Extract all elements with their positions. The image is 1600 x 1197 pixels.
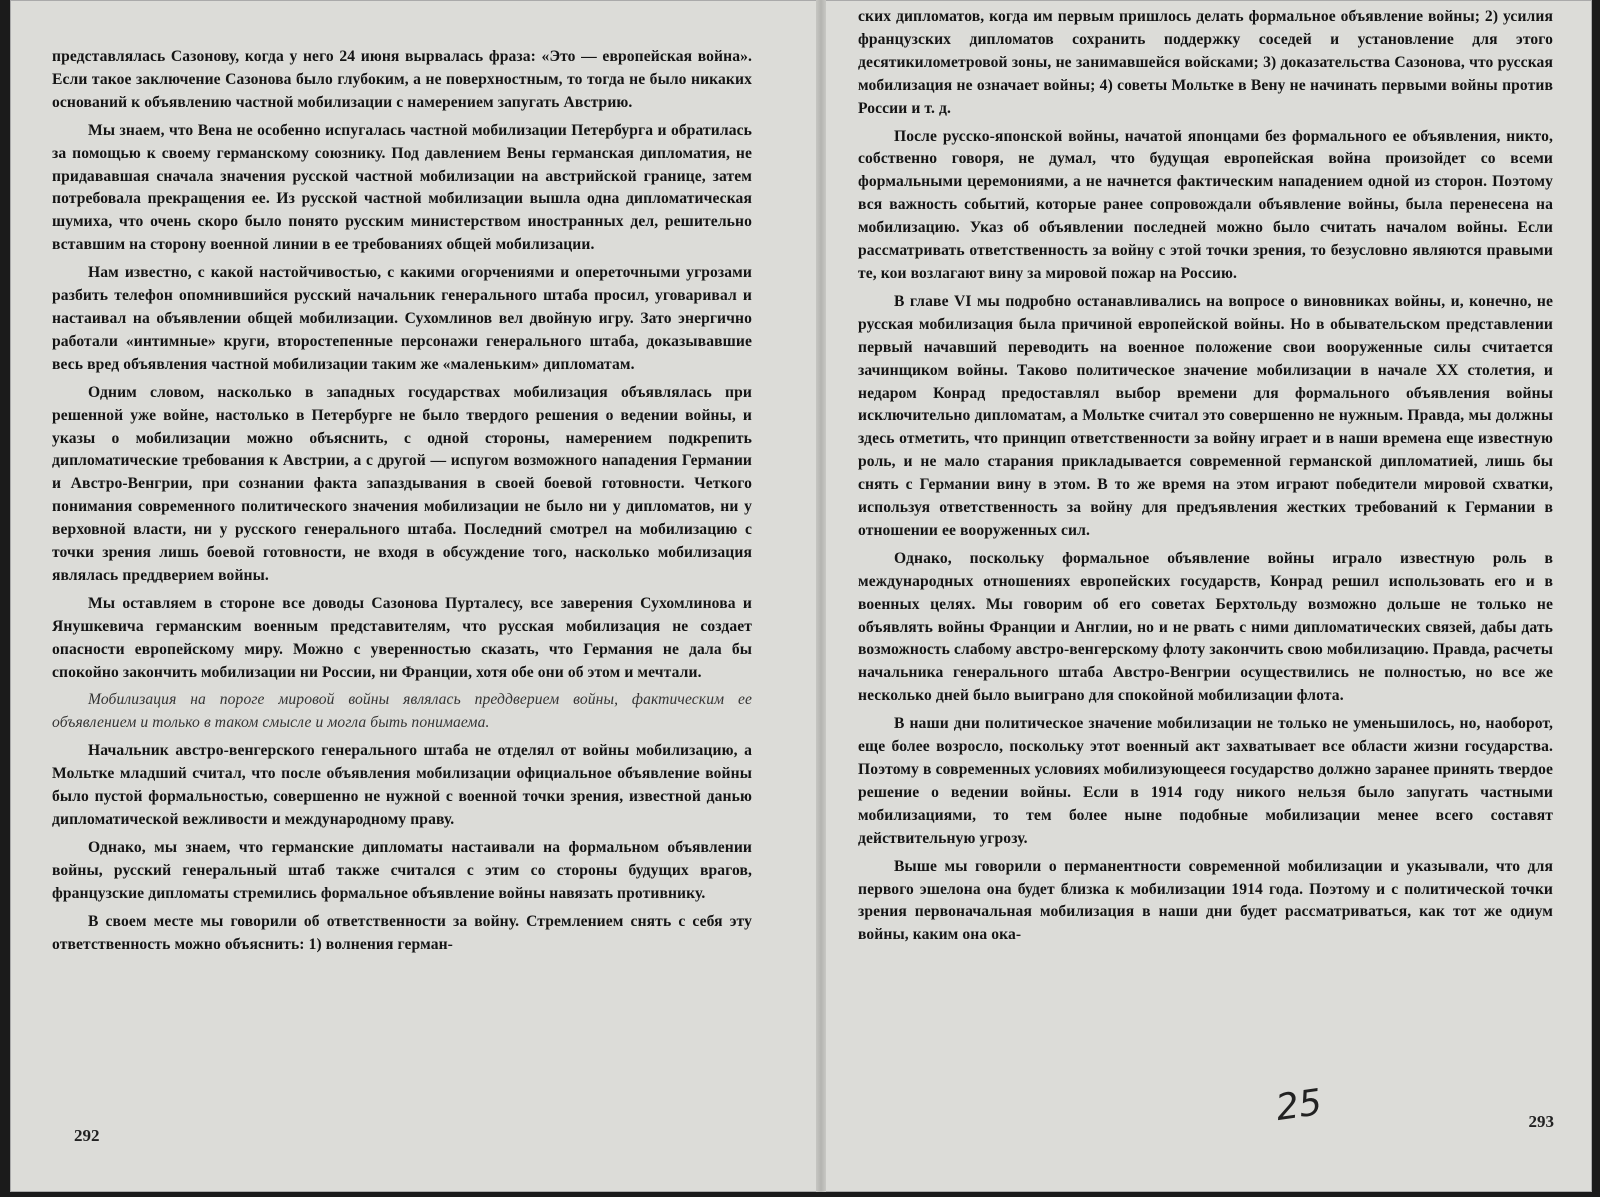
paragraph: Начальник австро-венгерского генерального штаба не отделял от войны мобилизацию, а Мольтке младший считал, что после объявления мобилизации официальное объявление войны было пустой формальностью, совершенно не нужной с военной точки зрения, известной данью дипломатической вежливости и международному праву. bbox=[52, 742, 752, 828]
paragraph: Однако, мы знаем, что германские дипломаты настаивали на формальном объявлении войны, русский генеральный штаб также считался с этим со стороны будущих врагов, французские дипломаты стремились формальное объявление войны навязать противнику. bbox=[52, 838, 752, 902]
left-page-text bbox=[52, 46, 752, 961]
left-page bbox=[26, 0, 806, 1192]
left-page-number: 292 bbox=[74, 1126, 100, 1145]
paragraph: Выше мы говорили о перманентности современной мобилизации и указывали, что для первого эшелона она будет близка к мобилизации 1914 года. Поэтому и с политической точки зрения первоначальная мобилизация в наши дни будет рассматриваться, как тот же одиум войны, каким она ока- bbox=[858, 857, 1553, 944]
right-page bbox=[836, 0, 1586, 1192]
right-page-text bbox=[858, 6, 1553, 952]
right-page-number: 293 bbox=[1528, 1112, 1554, 1131]
book-gutter bbox=[816, 0, 826, 1192]
paragraph: представлялась Сазонову, когда у него 24 июня вырвалась фраза: «Это — европейская война». Если такое заключение Сазонова было глубоким, а не поверхностным, то тогда не было никаких оснований к объявлению частной мобилизации с намерением запугать Австрию. bbox=[52, 48, 752, 111]
paragraph: Мы знаем, что Вена не особенно испугалась частной мобилизации Петербурга и обратилась за помощью к своему германскому союзнику. Под давлением Вены германская дипломатия, не придававшая сначала значения русской частной мобилизации на австрийской границе, затем потребовала прекращения ее. Из русской частной мобилизации вышла одна дипломатическая шумиха, что очень скоро было понято русским министерством иностранных дел, решительно вставшим на сторону военной линии в ее требованиях общей мобилизации. bbox=[52, 121, 752, 254]
paragraph: Мы оставляем в стороне все доводы Сазонова Пурталесу, все заверения Сухомлинова и Янушкевича германским военным представителям, что русская мобилизация не создает опасности европейскому миру. Можно с уверенностью сказать, что Германия не дала бы спокойно закончить мобилизации ни России, ни Франции, хотя обе они об этом и мечтали. bbox=[52, 594, 752, 681]
paragraph: ских дипломатов, когда им первым пришлось делать формальное объявление войны; 2) усилия французских дипломатов сохранить поддержку соседей и установление для этого десятикилометровой зоны, не занимавшейся войсками; 3) доказательства Сазонова, что русская мобилизация не означает войны; 4) советы Мольтке в Вену не начинать первыми войны против России и т. д. bbox=[858, 8, 1553, 117]
paragraph: Нам известно, с какой настойчивостью, с какими огорчениями и опереточными угрозами разбить телефон опомнившийся русский начальник генерального штаба просил, уговаривал и настаивал на объявлении общей мобилизации. Сухомлинов вел двойную игру. Зато энергично работали «интимные» круги, второстепенные персонажи генерального штаба, доказывавшие весь вред объявления частной мобилизации таким же «маленьким» дипломатам. bbox=[52, 264, 752, 373]
paragraph: В своем месте мы говорили об ответственности за войну. Стремлением снять с себя эту ответственность можно объяснить: 1) волнения герман- bbox=[52, 912, 752, 953]
paragraph: После русско-японской войны, начатой японцами без формального ее объявления, никто, собственно говоря, не думал, что будущая европейская война произойдет со всеми формальными церемониями, а не начнется фактическим нападением одной из сторон. Поэтому вся важность событий, которые ранее сопровождали объявление войны, была перенесена на мобилизацию. Указ об объявлении последней можно было считать началом войны. Если рассматривать ответственность за войну с этой точки зрения, то безусловно являются правыми те, кои возлагают вину за мировой пожар на Россию. bbox=[858, 127, 1553, 282]
paragraph: В главе VI мы подробно останавливались на вопросе о виновниках войны, и, конечно, не русская мобилизация была причиной европейской войны. Но в обывательском представлении первый начавший переводить на военное положение свои вооруженные силы считается зачинщиком войны. Таково политическое значение мобилизации в начале XX столетия, и недаром Конрад предоставлял выбор времени для формального объявления войны исключительно дипломатам, а Мольтке считал это совершенно не нужным. Правда, мы должны здесь отметить, что принцип ответственности за войну играет и в наши времена еще известную роль, и не мало старания прикладывается современной германской дипломатией, лишь бы снять с Германии вину в этом. В то же время на этом играют победители мировой схватки, используя ответственность за войну для предъявления жестких требований к Германии в отношении ее вооруженных сил. bbox=[858, 292, 1553, 539]
paragraph: В наши дни политическое значение мобилизации не только не уменьшилось, но, наоборот, еще более возросло, поскольку этот военный акт захватывает все области жизни государства. Поэтому в современных условиях мобилизующееся государство должно заранее принять твердое решение о ведении войны. Если в 1914 году никого нельзя было запугать частными мобилизациями, то тем более ныне подобные мобилизации менее всего составят действительную угрозу. bbox=[858, 715, 1553, 847]
paragraph: Одним словом, насколько в западных государствах мобилизация объявлялась при решенной уже войне, настолько в Петербурге не было твердого решения о ведении войны, и указы о мобилизации можно объяснить, с одной стороны, намерением подкрепить дипломатические требования к Австрии, а с другой — испугом возможного нападения Германии и Австро-Венгрии, при сознании факта запаздывания в своей боевой готовности. Четкого понимания современного политического значения мобилизации не было ни у дипломатов, ни у верховной власти, ни у русского генерального штаба. Последний смотрел на мобилизацию с точки зрения лишь боевой готовности, не входя в обсуждение того, насколько мобилизация являлась преддверием войны. bbox=[52, 383, 752, 584]
paragraph: Мобилизация на пороге мировой войны являлась преддверием войны, фактическим ее объявлением и только в таком смысле и могла быть понимаема. bbox=[52, 691, 752, 732]
handwritten-page-number: 25 bbox=[1273, 1082, 1325, 1129]
book-spread bbox=[10, 0, 1592, 1192]
paragraph: Однако, поскольку формальное объявление войны играло известную роль в международных отношениях европейских государств, Конрад решил использовать его и в военных целях. Мы говорим об его советах Берхтольду возможно дольше не только не объявлять войны Франции и Англии, но и не рвать с ними дипломатических связей, дабы дать возможность слабому австро-венгерскому флоту закончить свою мобилизацию. Правда, расчеты начальника генерального штаба Австро-Венгрии осуществились не полностью, но все же несколько дней было выиграно для спокойной мобилизации флота. bbox=[858, 549, 1553, 705]
